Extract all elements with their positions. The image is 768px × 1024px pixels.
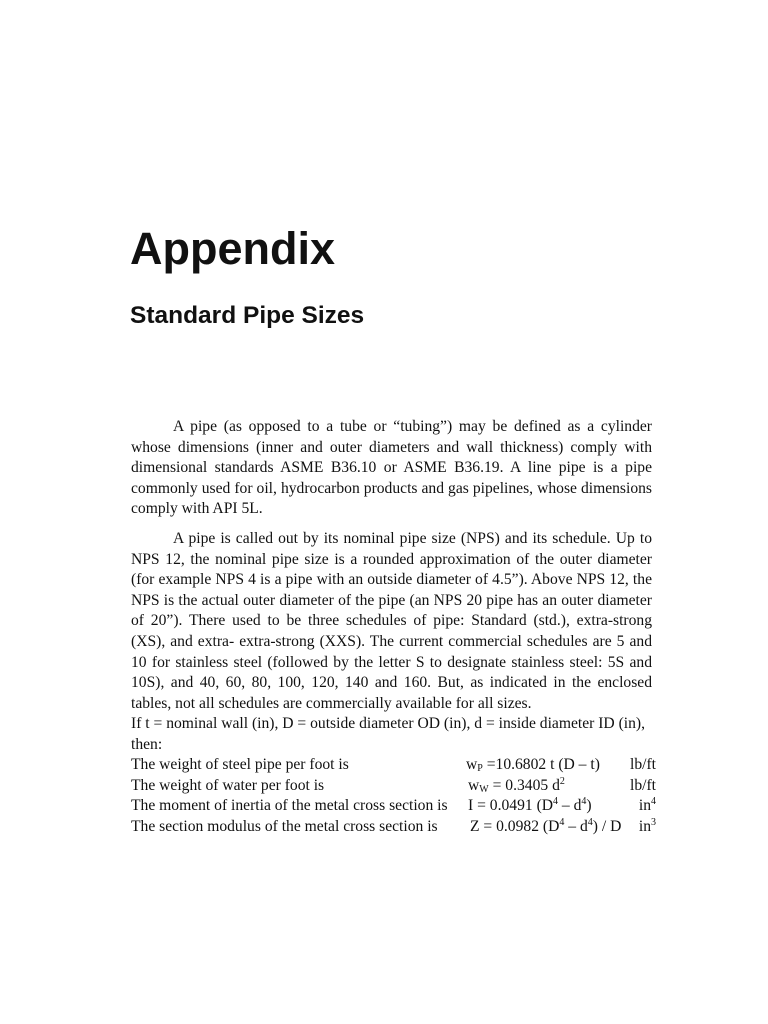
unit-base: in [638, 817, 651, 835]
formula-expression [468, 796, 592, 817]
paragraph-pipe-definition: A pipe (as opposed to a tube or “tubing”) may be defined as a cylinder whose dimensions (inner and outer diameters and wall thickness) comply with dimensional standards ASME B36.10 or ASME B36.19. A line pipe is a pipe commonly used for oil, hydrocarbon products and gas pipelines, whose dimensions comply with API 5L. [131, 418, 652, 518]
formula-symbol: w [466, 756, 478, 773]
formula-row-moment-of-inertia [131, 796, 656, 817]
unit-exponent: 4 [651, 796, 656, 808]
formula-description: The weight of water per foot is [131, 776, 325, 794]
formula-row-section-modulus [131, 817, 656, 838]
formula-row-steel-weight [131, 755, 656, 776]
formula-exponent: 4 [559, 816, 565, 828]
formula-part: ) / D [592, 817, 622, 835]
formula-part: I = 0.0491 (D [468, 797, 554, 815]
formula-description: The section modulus of the metal cross section is [131, 817, 438, 835]
formula-exponent: 4 [587, 816, 593, 828]
formula-part: – d [558, 797, 582, 815]
formula-unit: lb/ft [630, 776, 656, 794]
formula-expression [466, 755, 600, 776]
formula-list [131, 755, 656, 837]
formula-unit [639, 817, 656, 838]
definitions-line: If t = nominal wall (in), D = outside diameter OD (in), d = inside diameter ID (in), [131, 715, 645, 732]
formula-row-water-weight [131, 776, 656, 797]
formula-exponent: 2 [559, 775, 565, 787]
formula-description: The moment of inertia of the metal cross section is [131, 797, 448, 815]
formula-body: = 0.3405 d [488, 776, 560, 794]
formula-expression [470, 817, 621, 838]
formula-subscript: W [479, 783, 489, 795]
formula-expression [468, 776, 565, 797]
formula-exponent: 4 [553, 796, 559, 808]
chapter-title: Appendix [130, 223, 336, 274]
unit-exponent: 3 [651, 816, 656, 828]
formula-subscript: P [477, 763, 483, 774]
formula-body: =10.6802 t (D – t) [482, 756, 600, 773]
formula-exponent: 4 [581, 796, 587, 808]
formula-part: ) [586, 797, 592, 815]
formula-description: The weight of steel pipe per foot is [131, 756, 349, 773]
definitions-then: then: [131, 735, 163, 753]
paragraph-pipe-schedule: A pipe is called out by its nominal pipe size (NPS) and its schedule. Up to NPS 12, the nominal pipe size is a rounded approximation of the outer diameter (for example NPS 4 is a pipe with an outside diameter of 4.5”). Above NPS 12, the NPS is the actual outer diameter of the pipe (an NPS 20 pipe has an outer diameter of 20”). There used to be three schedules of pipe: Standard (std.), extra-strong (XS), and extra- extra-strong (XXS). The current commercial schedules are 5 and 10 for stainless steel (followed by the letter S to designate stainless steel: 5S and 10S), and 40, 60, 80, 100, 120, 140 and 160. But, as indicated in the enclosed tables, not all schedules are commercially available for all sizes. [131, 530, 652, 712]
paragraph-1-block [131, 417, 652, 520]
unit-base: in [638, 797, 651, 815]
definitions-intro [131, 714, 652, 755]
paragraph-2-block [131, 529, 652, 714]
formula-unit: lb/ft [630, 756, 656, 773]
chapter-subtitle: Standard Pipe Sizes [130, 302, 365, 329]
formula-unit [639, 796, 656, 817]
formula-symbol: w [468, 776, 480, 794]
formula-part: Z = 0.0982 (D [470, 817, 560, 835]
formula-part: – d [564, 817, 588, 835]
